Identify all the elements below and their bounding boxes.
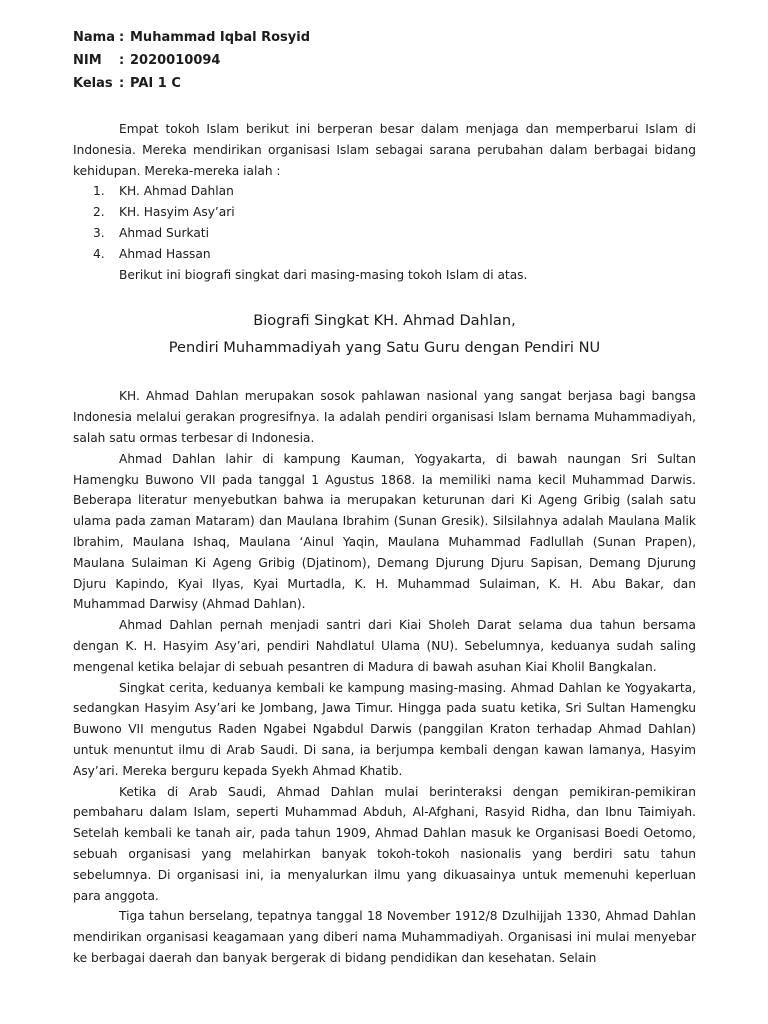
- list-item: [73, 202, 696, 223]
- info-label: NIM: [73, 53, 102, 68]
- body-paragraph: Ketika di Arab Saudi, Ahmad Dahlan mulai berinteraksi dengan pemikiran-pemikiran pembaharu dalam Islam, seperti Muhammad Abduh, Al-Afghani, Rasyid Ridha, dan Ibnu Taimiyah. Setelah kembali ke tanah air, pada tahun 1909, Ahmad Dahlan masuk ke Organisasi Boedi Oetomo, sebuah organisasi yang melahirkan banyak tokoh-tokoh nasionalis yang berdiri satu tahun sebelumnya. Di organisasi ini, ia menyalurkan ilmu yang dikuasainya untuk memenuhi keperluan para anggota.: [73, 784, 696, 903]
- info-row-name: [73, 26, 696, 49]
- info-label: Kelas: [73, 76, 113, 91]
- list-number: 4.: [93, 246, 105, 261]
- intro-paragraph: Empat tokoh Islam berikut ini berperan besar dalam menjaga dan memperbarui Islam di Indonesia. Mereka mendirikan organisasi Islam sebagai sarana perubahan dalam berbagai bidang kehidupan. Mereka-mereka ialah :: [73, 122, 696, 178]
- body-paragraph: Singkat cerita, keduanya kembali ke kampung masing-masing. Ahmad Dahlan ke Yogyakarta, sedangkan Hasyim Asy’ari ke Jombang, Jawa Timur. Hingga pada suatu ketika, Sri Sultan Hamengku Buwono VII mengutus Raden Ngabei Ngabdul Darwis (panggilan Kraton terhadap Ahmad Dahlan) untuk menuntut ilmu di Arab Saudi. Di sana, ia berjumpa kembali dengan kawan lamanya, Hasyim Asy’ari. Mereka berguru kepada Syekh Ahmad Khatib.: [73, 680, 696, 778]
- info-row-nim: [73, 49, 696, 72]
- body-paragraph: KH. Ahmad Dahlan merupakan sosok pahlawan nasional yang sangat berjasa bagi bangsa Indonesia melalui gerakan progresifnya. Ia adalah pendiri organisasi Islam bernama Muhammadiyah, salah satu ormas terbesar di Indonesia.: [73, 389, 696, 445]
- body-paragraph: Tiga tahun berselang, tepatnya tanggal 18 November 1912/8 Dzulhijjah 1330, Ahmad Dahlan mendirikan organisasi keagamaan yang diberi nama Muhammadiyah. Organisasi ini mulai menyebar ke berbagai daerah dan banyak bergerak di bidang pendidikan dan kesehatan. Selain: [73, 909, 696, 965]
- list-number: 2.: [93, 205, 105, 220]
- article-body: [73, 386, 696, 968]
- intro-closing: Berikut ini biografi singkat dari masing-masing tokoh Islam di atas.: [119, 267, 528, 282]
- list-item: [73, 181, 696, 202]
- info-value: PAI 1 C: [130, 76, 181, 91]
- list-text: KH. Hasyim Asy’ari: [119, 205, 235, 220]
- info-separator: :: [119, 53, 125, 68]
- info-separator: :: [119, 30, 125, 45]
- list-item: [73, 223, 696, 244]
- list-item: [73, 244, 696, 265]
- info-value: Muhammad Iqbal Rosyid: [130, 30, 311, 45]
- body-paragraph: Ahmad Dahlan pernah menjadi santri dari Kiai Sholeh Darat selama dua tahun bersama dengan K. H. Hasyim Asy’ari, pendiri Nahdlatul Ulama (NU). Sebelumnya, keduanya sudah saling mengenal ketika belajar di sebuah pesantren di Madura di bawah asuhan Kiai Kholil Bangkalan.: [73, 618, 696, 674]
- document-page: [73, 26, 696, 969]
- info-row-class: [73, 72, 696, 95]
- title-line-2: Pendiri Muhammadiyah yang Satu Guru dengan Pendiri NU: [168, 339, 601, 357]
- list-number: 1.: [93, 184, 105, 199]
- article-title: [73, 307, 696, 361]
- list-text: Ahmad Surkati: [119, 225, 209, 240]
- info-separator: :: [119, 76, 125, 91]
- info-label: Nama: [73, 30, 115, 45]
- body-paragraph: Ahmad Dahlan lahir di kampung Kauman, Yogyakarta, di bawah naungan Sri Sultan Hamengku Buwono VII pada tanggal 1 Agustus 1868. Ia memiliki nama kecil Muhammad Darwis. Beberapa literatur menyebutkan bahwa ia merupakan keturunan dari Ki Ageng Gribig (salah satu ulama pada zaman Mataram) dan Maulana Ibrahim (Sunan Gresik). Silsilahnya adalah Maulana Malik Ibrahim, Maulana Ishaq, Maulana ‘Ainul Yaqin, Maulana Muhammad Fadlullah (Sunan Prapen), Maulana Sulaiman Ki Ageng Gribig (Djatinom), Demang Djurung Djuru Sapisan, Demang Djurung Djuru Kapindo, Kyai Ilyas, Kyai Murtadla, K. H. Muhammad Sulaiman, K. H. Abu Bakar, dan Muhammad Darwisy (Ahmad Dahlan).: [73, 451, 696, 612]
- list-number: 3.: [93, 225, 105, 240]
- info-value: 2020010094: [130, 53, 221, 68]
- list-text: KH. Ahmad Dahlan: [119, 184, 234, 199]
- intro-section: [73, 119, 696, 285]
- figures-list: [73, 181, 696, 264]
- student-info: [73, 26, 696, 95]
- list-text: Ahmad Hassan: [119, 246, 211, 261]
- title-line-1: Biografi Singkat KH. Ahmad Dahlan,: [253, 312, 516, 330]
